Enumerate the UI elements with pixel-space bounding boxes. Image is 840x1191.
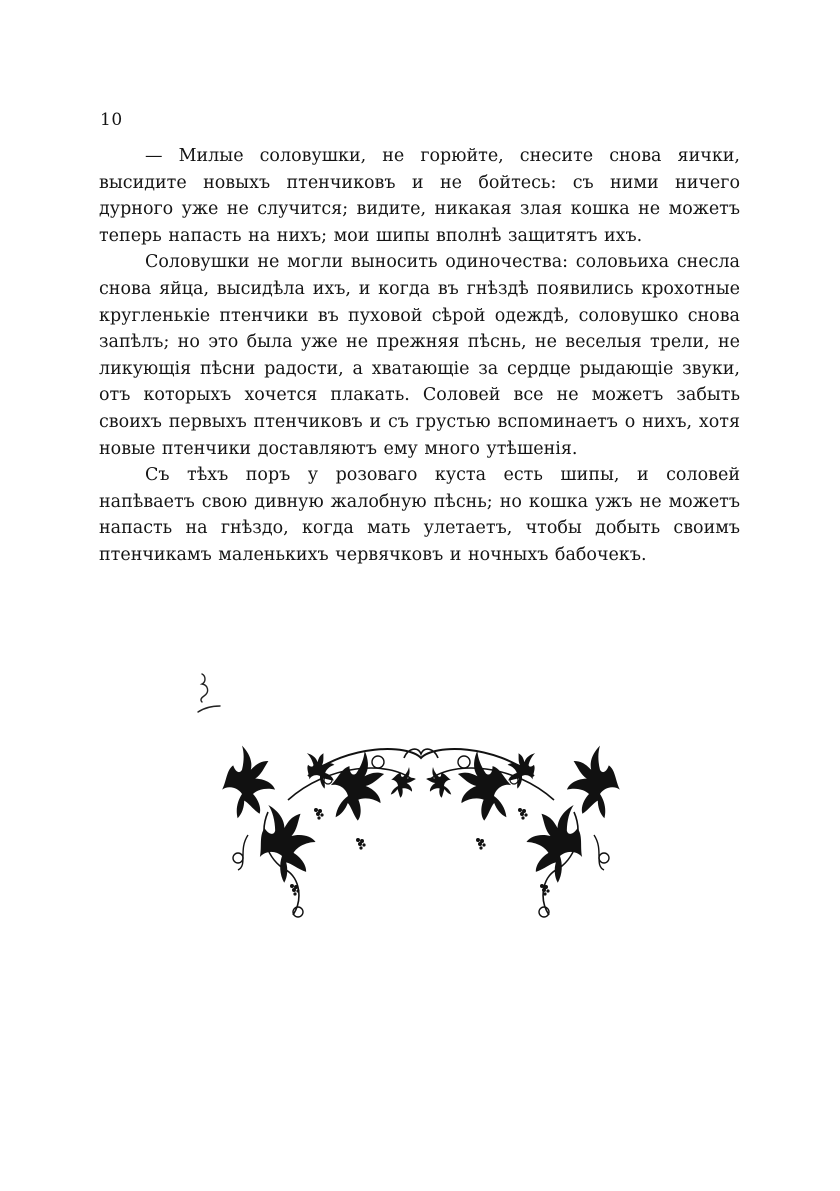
body-text: [99, 143, 740, 569]
paragraph-1: — Милые соловушки, не горюйте, снесите снова яички, высидите новыхъ птенчиковъ и не бойтесь: съ ними ничего дурного уже не случится; видите, никакая злая кошка не можетъ теперь напасть на нихъ; мои шипы вполнѣ защитятъ ихъ.: [99, 146, 740, 246]
stray-ink-mark: [190, 670, 224, 718]
paragraph-3: Съ тѣхъ поръ у розоваго куста есть шипы, и соловей напѣваетъ свою дивную жалобную пѣснь; но кошка ужъ не можетъ напасть на гнѣздо, когда мать улетаетъ, чтобы добыть своимъ птенчикамъ маленькихъ червячковъ и ночныхъ бабочекъ.: [99, 465, 740, 565]
page-number: 10: [100, 110, 123, 130]
vine-leaf-ornament: [208, 740, 634, 925]
paragraph-2: Соловушки не могли выносить одиночества: соловьиха снесла снова яйца, высидѣла ихъ, и когда въ гнѣздѣ появились крохотные кругленькіе птенчики въ пуховой сѣрой одеждѣ, соловушко снова запѣлъ; но это была уже не прежняя пѣснь, не веселыя трели, не ликующія пѣсни радости, а хватающіе за сердце рыдающіе звуки, отъ которыхъ хочется плакать. Соловей все не можетъ забыть своихъ первыхъ птенчиковъ и съ грустью вспоминаетъ о нихъ, хотя новые птенчики доставляютъ ему много утѣшенія.: [99, 252, 740, 459]
